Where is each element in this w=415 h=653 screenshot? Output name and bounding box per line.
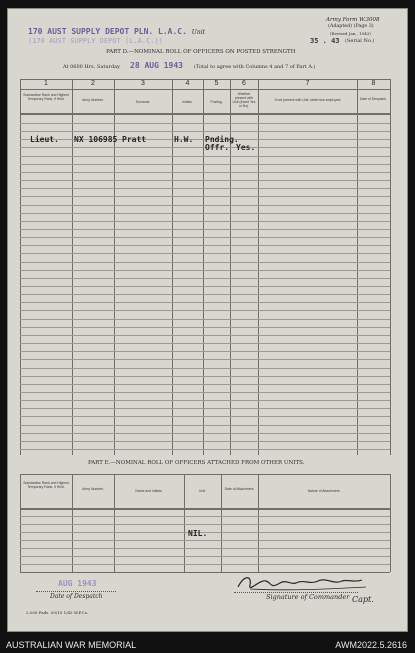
entry-posting-line1: Pnding.: [205, 135, 239, 144]
part-d-row-line: [20, 425, 390, 426]
unit-label: Unit: [191, 29, 206, 36]
form-title: Army Form W.3008: [326, 17, 380, 23]
part-d-row-line: [20, 359, 390, 360]
part-d-col-divider-1: [72, 79, 73, 455]
part-e-header-3: Name and Initials.: [135, 489, 163, 493]
part-e-top-border: [20, 474, 390, 475]
unit-stamp-text: 170 AUST SUPPLY DEPOT PLN. L.A.C.: [28, 27, 187, 36]
part-e-left-border: [20, 474, 21, 572]
part-d-col-divider-3: [172, 79, 173, 455]
part-d-row-line: [20, 351, 390, 352]
caption-left: AUSTRALIAN WAR MEMORIAL: [6, 640, 137, 650]
col-number-6: 6: [242, 80, 246, 87]
print-note: 2,000 Pads. 50/10 1/42 W.P.Co.: [26, 610, 89, 615]
part-e-row-line: [20, 540, 390, 541]
part-e-header-5: Date of Attachment.: [224, 487, 255, 491]
form-adapted: (Adapted) (Page 3): [328, 24, 374, 29]
col-number-2: 2: [91, 80, 95, 87]
part-e-col-divider-3: [184, 474, 185, 572]
part-d-row-line: [20, 335, 390, 336]
part-d-row-line: [20, 253, 390, 254]
col-header-1: Substantive Rank and Highest Temporary Rank, if Held.: [23, 93, 69, 101]
col-header-8: Date of Despatch.: [359, 97, 388, 101]
unit-stamp-faded: (170 AUST SUPPLY DEPOT (L.A.C.)): [28, 37, 163, 45]
part-d-row-line: [20, 180, 390, 181]
part-e-right-border: [390, 474, 391, 572]
part-d-col-divider-6: [258, 79, 259, 455]
part-d-row-line: [20, 196, 390, 197]
part-d-row-line: [20, 229, 390, 230]
entry-posting-line2: Offr.: [205, 143, 230, 152]
part-d-row-line: [20, 123, 390, 124]
part-e-header-bottom: [20, 508, 390, 510]
col-header-2: Army Number.: [82, 98, 104, 102]
part-e-header-1: Substantive Rank and Highest Temporary Rank, if Held.: [23, 481, 69, 489]
part-e-row-line: [20, 564, 390, 565]
part-d-left-border: [20, 79, 21, 455]
form-page: [7, 8, 408, 632]
col-header-7: If not present with Unit, state how employed.: [274, 98, 342, 102]
entry-surname: Pratt: [122, 135, 147, 144]
part-d-col-divider-4: [203, 79, 204, 455]
entry-present: Yes.: [236, 143, 256, 152]
entry-army-number: NX 106985: [74, 135, 118, 144]
part-d-row-line: [20, 131, 390, 132]
part-e-col-divider-4: [221, 474, 222, 572]
part-d-row-line: [20, 156, 390, 157]
part-d-row-line: [20, 278, 390, 279]
part-d-row-line: [20, 205, 390, 206]
part-d-row-line: [20, 433, 390, 434]
part-d-row-line: [20, 172, 390, 173]
col-header-3: Surname.: [135, 100, 151, 104]
part-d-row-line: [20, 384, 390, 385]
part-d-title: PART D.—NOMINAL ROLL OF OFFICERS ON POSTED STRENGTH: [106, 49, 296, 55]
serial-number: 35 . 43: [310, 37, 340, 45]
part-d-row-line: [20, 262, 390, 263]
despatch-date-stamp: AUG 1943: [58, 579, 97, 588]
unit-stamp: [28, 27, 205, 36]
part-d-row-line: [20, 188, 390, 189]
part-e-row-line: [20, 556, 390, 557]
part-d-row-line: [20, 237, 390, 238]
part-e-col-divider-1: [72, 474, 73, 572]
serial-label: (Serial No.): [345, 38, 375, 44]
part-e-header-4: Unit.: [199, 489, 206, 493]
part-e-col-divider-5: [258, 474, 259, 572]
part-d-row-line: [20, 164, 390, 165]
col-header-6: Whether present with Unit (Insert Yes or No).: [232, 92, 256, 108]
part-d-row-line: [20, 302, 390, 303]
entry-rank: Lieut.: [30, 135, 59, 144]
part-d-row-line: [20, 310, 390, 311]
despatch-date-line: [36, 591, 116, 592]
part-d-row-line: [20, 416, 390, 417]
part-d-col-divider-7: [357, 79, 358, 455]
part-d-row-line: [20, 213, 390, 214]
col-number-7: 7: [305, 80, 310, 87]
part-d-row-line: [20, 392, 390, 393]
part-d-right-border: [390, 79, 391, 455]
part-d-row-line: [20, 286, 390, 287]
part-d-row-line: [20, 319, 390, 320]
part-d-row-line: [20, 400, 390, 401]
part-d-row-line: [20, 441, 390, 442]
total-note: (Total to agree with Columns 4 and 7 of Part A.): [194, 64, 316, 70]
part-e-header-6: Nature of Attachment.: [307, 489, 341, 493]
part-e-row-line: [20, 524, 390, 525]
despatch-date-label: Date of Despatch: [50, 593, 103, 600]
part-d-row-line: [20, 449, 390, 450]
part-d-row-line: [20, 221, 390, 222]
part-d-row-line: [20, 376, 390, 377]
part-e-title: PART E.—NOMINAL ROLL OF OFFICERS ATTACHED FROM OTHER UNITS.: [88, 460, 305, 466]
part-d-row-line: [20, 270, 390, 271]
part-e-col-divider-2: [114, 474, 115, 572]
signature-rank: Capt.: [352, 595, 374, 604]
col-header-4: Initials.: [182, 100, 193, 104]
col-number-8: 8: [371, 80, 376, 87]
part-e-nil: NIL.: [188, 529, 208, 538]
col-header-5: Posting.: [210, 100, 223, 104]
part-d-row-line: [20, 368, 390, 369]
part-e-header-2: Army Number.: [82, 487, 104, 491]
col-number-3: 3: [141, 80, 145, 87]
part-d-row-line: [20, 408, 390, 409]
part-d-row-line: [20, 343, 390, 344]
part-d-row-line: [20, 294, 390, 295]
part-d-row-line: [20, 245, 390, 246]
col-number-5: 5: [214, 80, 219, 87]
date-stamp: 28 AUG 1943: [130, 61, 183, 70]
part-d-row-line: [20, 327, 390, 328]
at-time-text: At 0600 Hrs. Saturday: [63, 64, 120, 70]
caption-right: AWM2022.5.2616: [335, 640, 407, 650]
signature-label: Signature of Commander: [266, 593, 350, 601]
part-e-row-line: [20, 516, 390, 517]
part-d-header-bottom: [20, 113, 390, 115]
col-number-1: 1: [44, 80, 48, 87]
entry-initials: H.W.: [174, 135, 194, 144]
part-e-row-line: [20, 548, 390, 549]
form-revised: (Revised Jan., 1943): [330, 31, 371, 36]
part-d-num-row-border: [20, 89, 390, 90]
col-number-4: 4: [185, 80, 190, 87]
